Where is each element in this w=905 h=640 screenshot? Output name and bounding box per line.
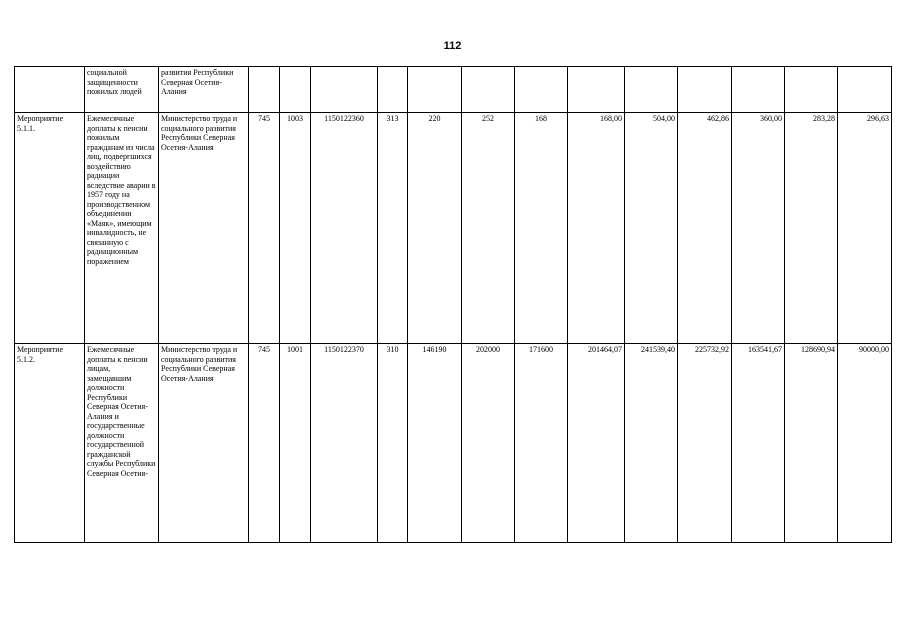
cell-csr: 1150122360 bbox=[311, 113, 378, 344]
cell-empty bbox=[838, 67, 892, 113]
cell-name bbox=[15, 67, 85, 113]
cell-value: 283,28 bbox=[785, 113, 838, 344]
cell-grbs: 745 bbox=[249, 344, 280, 543]
cell-empty bbox=[249, 67, 280, 113]
cell-rzpr: 1003 bbox=[280, 113, 311, 344]
table-row bbox=[15, 344, 892, 543]
cell-empty bbox=[732, 67, 785, 113]
cell-value: 220 bbox=[408, 113, 462, 344]
cell-value: 296,63 bbox=[838, 113, 892, 344]
cell-value: 171600 bbox=[515, 344, 568, 543]
cell-value: 168,00 bbox=[568, 113, 625, 344]
cell-value: 360,00 bbox=[732, 113, 785, 344]
cell-rzpr: 1001 bbox=[280, 344, 311, 543]
cell-description: Ежемесячные доплаты к пенсии пожилым гражданам из числа лиц, подвергшихся воздействию радиации вследствие аварии в 1957 году на производственном объединении «Маяк», имеющим инвалидность, не связанную с радиационным поражением bbox=[85, 113, 159, 344]
page-number: 112 bbox=[443, 40, 462, 52]
cell-value: 90000,00 bbox=[838, 344, 892, 543]
cell-value: 201464,07 bbox=[568, 344, 625, 543]
cell-value: 128690,94 bbox=[785, 344, 838, 543]
table-row bbox=[15, 113, 892, 344]
cell-vr: 310 bbox=[378, 344, 408, 543]
cell-csr: 1150122370 bbox=[311, 344, 378, 543]
cell-value: 225732,92 bbox=[678, 344, 732, 543]
cell-empty bbox=[625, 67, 678, 113]
cell-value: 241539,40 bbox=[625, 344, 678, 543]
cell-vr: 313 bbox=[378, 113, 408, 344]
cell-description: социальной защищенности пожилых людей bbox=[85, 67, 159, 113]
cell-value: 504,00 bbox=[625, 113, 678, 344]
cell-name: Мероприятие 5.1.2. bbox=[15, 344, 85, 543]
budget-table bbox=[14, 66, 892, 543]
cell-value: 252 bbox=[462, 113, 515, 344]
cell-empty bbox=[280, 67, 311, 113]
cell-name: Мероприятие 5.1.1. bbox=[15, 113, 85, 344]
cell-empty bbox=[678, 67, 732, 113]
cell-value: 202000 bbox=[462, 344, 515, 543]
cell-empty bbox=[408, 67, 462, 113]
cell-value: 146190 bbox=[408, 344, 462, 543]
table-row-continuation bbox=[15, 67, 892, 113]
cell-executor: Министерство труда и социального развития Республики Северная Осетия-Алания bbox=[159, 344, 249, 543]
cell-value: 163541,67 bbox=[732, 344, 785, 543]
cell-executor: Министерство труда и социального развития Республики Северная Осетия-Алания bbox=[159, 113, 249, 344]
cell-empty bbox=[462, 67, 515, 113]
cell-executor: развития Республики Северная Осетия-Алания bbox=[159, 67, 249, 113]
cell-description: Ежемесячные доплаты к пенсии лицам, замещавшим должности Республики Северная Осетия-Алания и государственные должности государственной гражданской службы Республики Северная Осетия- bbox=[85, 344, 159, 543]
cell-value: 462,86 bbox=[678, 113, 732, 344]
cell-empty bbox=[785, 67, 838, 113]
cell-empty bbox=[378, 67, 408, 113]
cell-empty bbox=[568, 67, 625, 113]
cell-value: 168 bbox=[515, 113, 568, 344]
cell-empty bbox=[311, 67, 378, 113]
cell-empty bbox=[515, 67, 568, 113]
cell-grbs: 745 bbox=[249, 113, 280, 344]
